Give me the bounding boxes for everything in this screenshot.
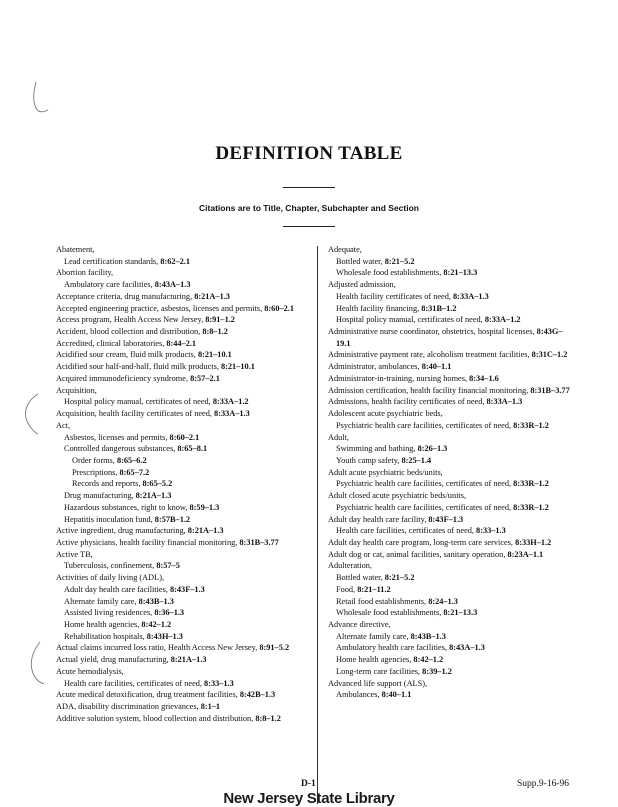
entry-citation: 8:36–1.3: [154, 608, 185, 618]
entry-term: Active TB,: [56, 549, 93, 559]
definition-entry: [56, 619, 306, 631]
entry-term: Acquired immunodeficiency syndrome,: [56, 373, 191, 383]
entry-term: Abatement,: [56, 245, 95, 254]
entry-term: Asbestos, licenses and permits,: [64, 432, 170, 442]
definition-entry: [328, 267, 576, 279]
entry-citation: 8:44–2.1: [166, 338, 197, 348]
entry-term: Health care facilities, certificates of need,: [64, 678, 205, 688]
definition-entry: [328, 502, 576, 514]
entry-citation: 8:21A–1.3: [170, 655, 207, 665]
entry-citation: 8:33A–1.3: [214, 409, 250, 419]
entry-term: Act,: [56, 420, 71, 430]
definition-entry: [56, 666, 306, 678]
entry-term: Controlled dangerous substances,: [64, 444, 178, 454]
definition-entry: [56, 244, 306, 256]
entry-citation: 8:21A–1.3: [187, 526, 224, 536]
entry-citation: 8:33R–1.2: [513, 502, 549, 512]
definition-entry: [56, 607, 306, 619]
margin-mark-icon: [22, 392, 40, 436]
entry-term: Adult,: [328, 432, 349, 442]
entry-citation: 8:57–2.1: [190, 373, 220, 383]
definition-entry: [328, 689, 576, 701]
definition-entry: [56, 338, 306, 350]
definition-entry: [56, 490, 306, 502]
entry-term: Accredited, clinical laboratories,: [56, 338, 167, 348]
entry-term: Administrative nurse coordinator, obstetrics, hospital licenses,: [328, 327, 537, 337]
definition-entry: [56, 537, 306, 549]
entry-term: Adult day health care facilities,: [64, 584, 170, 594]
definition-entry: [56, 478, 306, 490]
entry-citation: 8:42–1.2: [413, 655, 444, 665]
entry-citation: 8:33H–1.2: [515, 537, 552, 547]
definition-entry: [328, 525, 576, 537]
entry-term: Alternate family care,: [64, 596, 139, 606]
entry-citation: 8:21–5.2: [384, 256, 415, 266]
entry-citation: 8:57B–1.2: [154, 514, 191, 524]
entry-term: Psychiatric health care facilities, certificates of need,: [336, 502, 514, 512]
entry-term: Rehabilitation hospitals,: [64, 631, 147, 641]
entry-citation: 8:33A–1.3: [486, 397, 523, 407]
definition-entry: [56, 385, 306, 397]
entry-citation: 8:33R–1.2: [513, 479, 549, 489]
definition-entry: [56, 642, 306, 654]
page-title: DEFINITION TABLE: [215, 143, 403, 164]
entry-citation: 8:23A–1.1: [507, 549, 544, 559]
entry-term: Hospital policy manual, certificates of need,: [336, 315, 485, 325]
definition-entry: [328, 596, 576, 608]
entry-citation: 8:1–1: [200, 702, 221, 712]
definition-entry: [328, 514, 576, 526]
entry-term: Admissions, health facility certificates of need,: [328, 397, 487, 407]
definition-entry: [56, 408, 306, 420]
definition-entry: [56, 396, 306, 408]
definition-entry: [56, 584, 306, 596]
definition-entry: [56, 572, 306, 584]
entry-term: Order forms,: [72, 455, 117, 465]
entry-citation: 8:43G–19.1: [336, 327, 563, 348]
definition-entry: [56, 267, 306, 279]
definition-entry: [56, 631, 306, 643]
entry-term: Adolescent acute psychiatric beds,: [328, 409, 443, 419]
definition-entry: [328, 537, 576, 549]
entry-term: Home health agencies,: [336, 655, 414, 665]
definition-entry: [328, 408, 576, 420]
definitions-right-column: [328, 244, 576, 701]
entry-term: Adult day health care facility,: [328, 514, 429, 524]
definition-entry: [328, 490, 576, 502]
definition-entry: [56, 314, 306, 326]
entry-citation: 8:42–1.2: [141, 620, 172, 629]
entry-term: Alternate family care,: [336, 631, 411, 641]
entry-term: Food,: [336, 584, 358, 594]
entry-citation: 8:8–1.2: [255, 713, 281, 723]
definition-entry: [56, 467, 306, 479]
entry-citation: 8:33A–1.2: [484, 315, 521, 325]
definition-entry: [328, 443, 576, 455]
entry-citation: 8:59–1.3: [189, 502, 220, 512]
entry-term: Abortion facility,: [56, 268, 114, 278]
entry-citation: 8:8–1.2: [202, 327, 228, 337]
definition-entry: [56, 349, 306, 361]
entry-term: Psychiatric health care facilities, certificates of need,: [336, 479, 514, 489]
entry-citation: 8:57–5: [156, 561, 180, 571]
definition-entry: [56, 701, 306, 713]
entry-term: Administrator-in-training, nursing homes,: [328, 373, 470, 383]
entry-term: Advanced life support (ALS),: [328, 678, 428, 688]
entry-term: Acute medical detoxification, drug treatment facilities,: [56, 690, 240, 700]
entry-term: Acute hemodialysis,: [56, 666, 124, 676]
definition-entry: [328, 244, 576, 256]
definition-entry: [56, 326, 306, 338]
entry-citation: 8:60–2.1: [264, 303, 294, 313]
page-number: D-1: [301, 779, 316, 789]
entry-citation: 8:65–5.2: [142, 479, 173, 489]
entry-term: Youth camp safety,: [336, 455, 402, 465]
definition-entry: [328, 349, 576, 361]
definition-entry: [56, 713, 306, 725]
entry-citation: 8:33A–1.3: [453, 291, 489, 301]
entry-term: Ambulances,: [336, 690, 382, 700]
definition-entry: [56, 361, 306, 373]
entry-citation: 8:43F–1.3: [169, 584, 205, 594]
margin-mark-icon: [28, 80, 50, 116]
definition-entry: [56, 256, 306, 268]
entry-term: Drug manufacturing,: [64, 491, 136, 501]
citation-note: Citations are to Title, Chapter, Subchapter and Section: [199, 203, 419, 213]
entry-term: Swimming and bathing,: [336, 444, 418, 454]
definition-entry: [56, 654, 306, 666]
entry-term: Actual claims incurred loss ratio, Health Access New Jersey,: [56, 643, 260, 653]
definition-entry: [328, 385, 576, 397]
entry-citation: 8:62–2.1: [160, 256, 191, 266]
entry-term: Hospital policy manual, certificates of need,: [64, 397, 213, 407]
entry-citation: 8:43B–1.3: [410, 631, 446, 641]
definitions-left-column: [56, 244, 306, 724]
entry-term: Administrative payment rate, alcoholism treatment facilities,: [328, 350, 532, 360]
entry-term: Hepatitis inoculation fund,: [64, 514, 155, 524]
entry-term: Adult day health care program, long-term care services,: [328, 537, 516, 547]
entry-term: Adult closed acute psychiatric beds/units,: [328, 491, 467, 501]
definition-entry: [328, 560, 576, 572]
definition-entry: [328, 314, 576, 326]
entry-citation: 8:31B–3.77: [239, 537, 279, 547]
entry-term: Ambulatory health care facilities,: [336, 643, 450, 653]
definition-entry: [56, 560, 306, 572]
entry-citation: 8:65–7.2: [119, 467, 150, 477]
entry-citation: 8:42B–1.3: [239, 690, 276, 700]
entry-citation: 8:91–1.2: [205, 315, 235, 325]
library-stamp: New Jersey State Library: [223, 790, 395, 807]
entry-term: Administrator, ambulances,: [328, 362, 422, 372]
entry-term: Activities of daily living (ADL),: [56, 573, 165, 583]
column-divider: [317, 246, 318, 804]
definition-entry: [328, 291, 576, 303]
entry-citation: 8:43H–1.3: [146, 631, 183, 641]
definition-entry: [328, 396, 576, 408]
margin-mark-icon: [26, 640, 46, 686]
entry-citation: 8:31C–1.2: [531, 350, 568, 360]
entry-term: Access program, Health Access New Jersey,: [56, 315, 206, 325]
entry-citation: 8:40–1.1: [381, 690, 412, 700]
definition-entry: [328, 572, 576, 584]
entry-term: Adult acute psychiatric beds/units,: [328, 467, 443, 477]
definition-entry: [328, 478, 576, 490]
entry-term: Hazardous substances, right to know,: [64, 502, 190, 512]
definition-entry: [328, 455, 576, 467]
definition-entry: [328, 678, 576, 690]
entry-citation: 8:33A–1.2: [212, 397, 249, 407]
entry-citation: 8:43A–1.3: [449, 643, 485, 653]
entry-term: Acidified sour cream, fluid milk products,: [56, 350, 198, 360]
definition-entry: [328, 631, 576, 643]
entry-term: Admission certification, health facility financial monitoring,: [328, 385, 531, 395]
definition-entry: [56, 432, 306, 444]
definition-entry: [56, 443, 306, 455]
entry-citation: 8:34–1.6: [469, 373, 499, 383]
entry-term: Active ingredient, drug manufacturing,: [56, 526, 188, 536]
entry-citation: 8:31B–3.77: [530, 385, 570, 395]
entry-term: Acidified sour half-and-half, fluid milk products,: [56, 362, 221, 372]
definition-entry: [56, 596, 306, 608]
definition-entry: [56, 455, 306, 467]
entry-term: ADA, disability discrimination grievances,: [56, 702, 201, 712]
definition-entry: [56, 291, 306, 303]
definition-entry: [56, 689, 306, 701]
entry-citation: 8:26–1.3: [417, 444, 448, 454]
definition-entry: [56, 420, 306, 432]
definition-entry: [328, 549, 576, 561]
definition-entry: [56, 549, 306, 561]
entry-term: Bottled water,: [336, 573, 385, 583]
definition-entry: [328, 420, 576, 432]
entry-term: Adult dog or cat, animal facilities, sanitary operation,: [328, 549, 508, 559]
entry-term: Long-term care facilities,: [336, 666, 423, 676]
definition-entry: [328, 642, 576, 654]
definition-entry: [56, 373, 306, 385]
definition-entry: [56, 279, 306, 291]
entry-citation: 8:31B–1.2: [421, 303, 457, 313]
entry-term: Home health agencies,: [64, 620, 142, 629]
entry-term: Accepted engineering practice, asbestos, licenses and permits,: [56, 303, 265, 313]
entry-citation: 8:60–2.1: [169, 432, 200, 442]
entry-citation: 8:21–13.3: [443, 608, 478, 618]
definition-entry: [328, 467, 576, 479]
entry-term: Health facility certificates of need,: [336, 291, 454, 301]
definition-entry: [328, 607, 576, 619]
entry-citation: 8:21–13.3: [443, 268, 478, 278]
title-divider: [283, 187, 335, 188]
definition-entry: [328, 654, 576, 666]
entry-citation: 8:25–1.4: [401, 455, 432, 465]
entry-term: Additive solution system, blood collection and distribution,: [56, 713, 256, 723]
definition-entry: [328, 361, 576, 373]
entry-citation: 8:43B–1.3: [138, 596, 174, 606]
entry-term: Acquisition,: [56, 385, 97, 395]
definition-entry: [56, 678, 306, 690]
subtitle-divider: [283, 226, 335, 227]
entry-term: Acquisition, health facility certificates of need,: [56, 409, 215, 419]
entry-term: Actual yield, drug manufacturing,: [56, 655, 171, 665]
definition-entry: [328, 326, 576, 349]
entry-term: Acceptance criteria, drug manufacturing,: [56, 291, 195, 301]
entry-term: Adulteration,: [328, 561, 373, 571]
entry-citation: 8:21A–1.3: [135, 491, 172, 501]
entry-term: Prescriptions,: [72, 467, 120, 477]
entry-citation: 8:24–1.3: [428, 596, 458, 606]
entry-citation: 8:21A–1.3: [194, 291, 230, 301]
entry-citation: 8:33–1.3: [204, 678, 234, 688]
supplement-date: Supp.9-16-96: [517, 779, 569, 789]
definition-entry: [56, 502, 306, 514]
entry-citation: 8:65–6.2: [116, 455, 147, 465]
entry-citation: 8:21–5.2: [384, 573, 415, 583]
definition-entry: [328, 619, 576, 631]
definition-entry: [56, 525, 306, 537]
entry-citation: 8:39–1.2: [422, 666, 452, 676]
entry-citation: 8:33–1.3: [476, 526, 506, 536]
entry-term: Adjusted admission,: [328, 280, 396, 290]
entry-citation: 8:43A–1.3: [154, 280, 191, 290]
entry-citation: 8:65–8.1: [177, 444, 208, 454]
entry-term: Assisted living residences,: [64, 608, 155, 618]
definition-entry: [328, 303, 576, 315]
definition-entry: [328, 256, 576, 268]
entry-citation: 8:21–10.1: [220, 362, 255, 372]
definition-entry: [328, 432, 576, 444]
entry-term: Active physicians, health facility financial monitoring,: [56, 537, 240, 547]
entry-term: Records and reports,: [72, 479, 143, 489]
entry-term: Retail food establishments,: [336, 596, 429, 606]
definition-entry: [328, 279, 576, 291]
entry-term: Wholesale food establishments,: [336, 268, 444, 278]
entry-term: Lead certification standards,: [64, 256, 161, 266]
entry-term: Psychiatric health care facilities, certificates of need,: [336, 420, 514, 430]
definition-entry: [328, 584, 576, 596]
entry-term: Health facility financing,: [336, 303, 422, 313]
entry-citation: 8:43F–1.3: [428, 514, 464, 524]
entry-term: Adequate,: [328, 245, 362, 254]
entry-term: Ambulatory care facilities,: [64, 280, 155, 290]
entry-citation: 8:91–5.2: [259, 643, 290, 653]
entry-citation: 8:21–11.2: [357, 584, 391, 594]
entry-term: Tuberculosis, confinement,: [64, 561, 157, 571]
entry-term: Accident, blood collection and distribution,: [56, 327, 203, 337]
definition-entry: [328, 373, 576, 385]
entry-term: Advance directive,: [328, 620, 391, 629]
entry-term: Health care facilities, certificates of need,: [336, 526, 477, 536]
entry-citation: 8:40–1.1: [421, 362, 452, 372]
definition-entry: [328, 666, 576, 678]
definition-entry: [56, 514, 306, 526]
entry-term: Bottled water,: [336, 256, 385, 266]
definition-entry: [56, 303, 306, 315]
entry-term: Wholesale food establishments,: [336, 608, 444, 618]
entry-citation: 8:21–10.1: [197, 350, 232, 360]
entry-citation: 8:33R–1.2: [513, 420, 549, 430]
